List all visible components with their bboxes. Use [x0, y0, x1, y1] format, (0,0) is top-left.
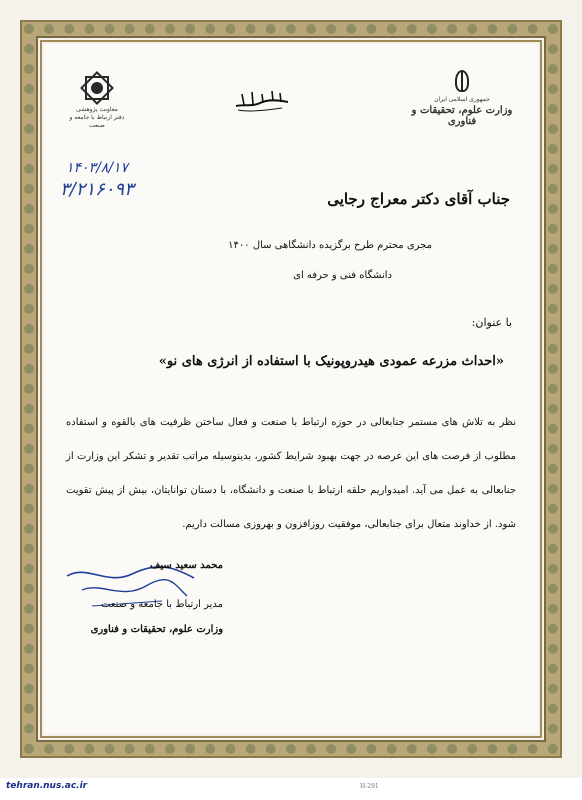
basmala-calligraphy-icon: [232, 88, 292, 114]
rosette-logo-icon: [79, 70, 115, 106]
recipient-institution: دانشگاه فنی و حرفه ای: [293, 270, 392, 281]
signer-title: مدیر ارتباط با جامعه و صنعت: [100, 599, 224, 610]
recipient-name: جناب آقای دکتر معراج رجایی: [327, 190, 510, 208]
project-subject: «احداث مزرعه عمودی هیدروپونیک با استفاده از انرژی های نو»: [158, 354, 504, 369]
deputy-office-header: [62, 70, 132, 130]
letter-date: ۱۴۰۳/۸/۱۷: [66, 160, 129, 176]
deputy-line2: دفتر ارتباط با جامعه و صنعت: [69, 114, 125, 129]
site-watermark: tehran.nus.ac.ir: [6, 781, 88, 791]
footer-note: H-291: [360, 783, 379, 790]
footer-bar: [0, 778, 582, 800]
title-label: با عنوان:: [471, 316, 512, 329]
signature-block: [80, 560, 223, 635]
republic-label: جمهوری اسلامی ایران: [434, 96, 490, 103]
deputy-line1: معاونت پژوهشی: [76, 106, 118, 113]
letter-number: ۳/۲۱۶۰۹۳: [60, 179, 134, 200]
signer-ministry: وزارت علوم، تحقیقات و فناوری: [90, 624, 224, 635]
ministry-header: [402, 70, 522, 127]
ministry-name: وزارت علوم، تحقیقات و فناوری: [411, 105, 513, 127]
recipient-role: مجری محترم طرح برگزیده دانشگاهی سال ۱۴۰۰: [228, 240, 432, 251]
letter-body: نظر به تلاش های مستمر جنابعالی در حوزه ارتباط با صنعت و فعال ساختن ظرفیت های بالقوه و استفاده مطلوب از فرصت های این عرصه در جهت بهبود شرایط کشور، بدینوسیله مراتب تقدیر و تشکر این وزارت از جنابعالی به عمل می آید. امیدواریم حلقه ارتباط با صنعت و دانشگاه، با دستان توانایتان، بیش از پیش تقویت شود. از خداوند متعال برای جنابعالی، موفقیت روزافزون و بهروزی مسالت داریم.: [66, 417, 516, 530]
iran-emblem-icon: [451, 70, 473, 94]
signer-name: محمد سعید سیف: [150, 560, 224, 571]
